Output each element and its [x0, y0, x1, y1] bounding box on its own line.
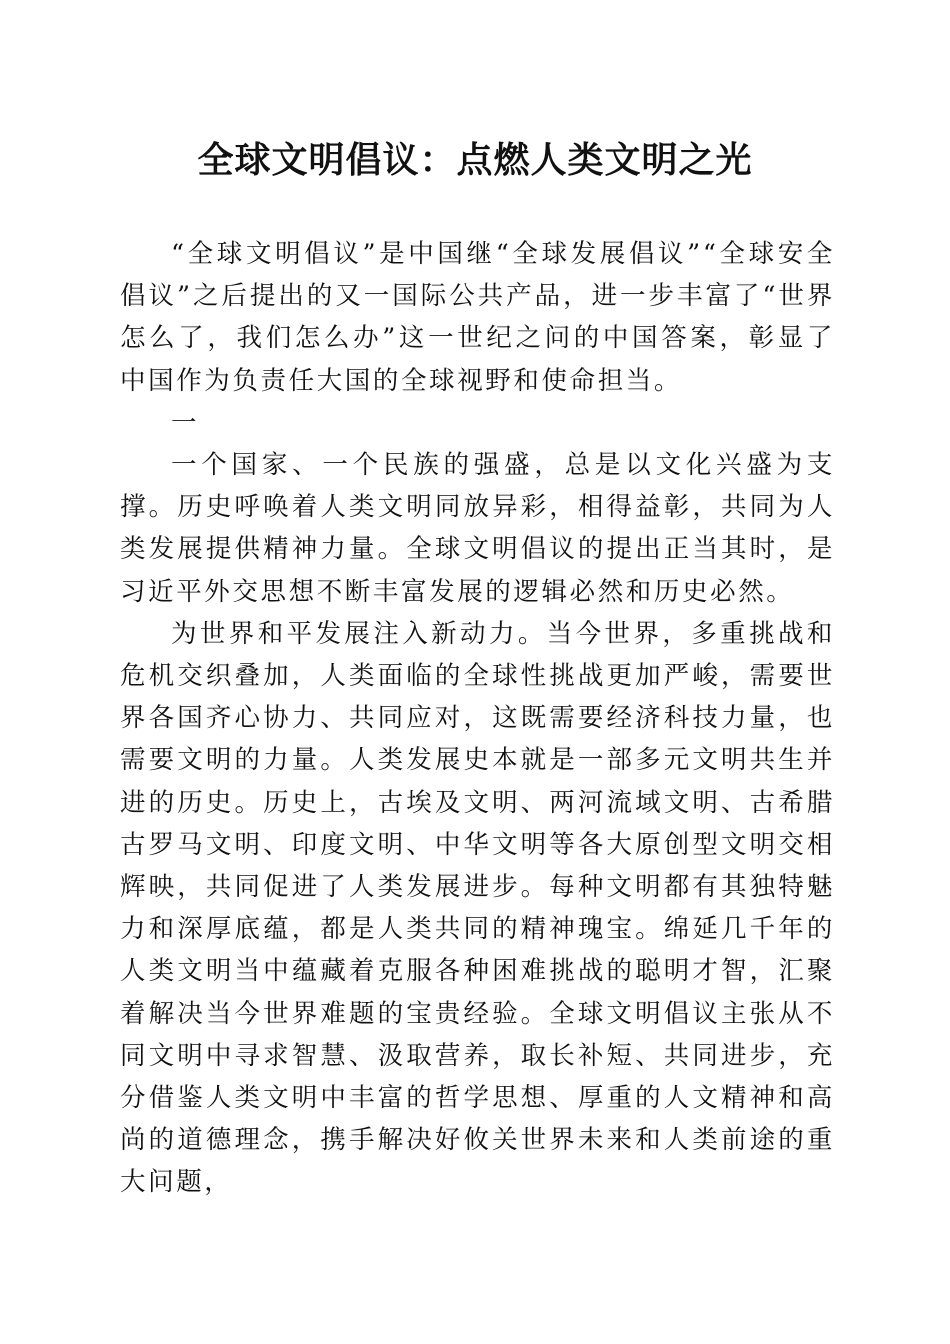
document-body	[120, 233, 835, 1204]
paragraph: 一个国家、一个民族的强盛，总是以文化兴盛为支撑。历史呼唤着人类文明同放异彩，相得益彰，共同为人类发展提供精神力量。全球文明倡议的提出正当其时，是习近平外交思想不断丰富发展的逻辑必然和历史必然。	[120, 450, 835, 607]
section-number: 一	[171, 407, 200, 438]
paragraph-intro: “全球文明倡议”是中国继“全球发展倡议”“全球安全倡议”之后提出的又一国际公共产品，进一步丰富了“世界怎么了，我们怎么办”这一世纪之问的中国答案，彰显了中国作为负责任大国的全球视野和使命担当。	[120, 239, 835, 396]
document-title: 全球文明倡议：点燃人类文明之光	[197, 139, 753, 181]
paragraph: 为世界和平发展注入新动力。当今世界，多重挑战和危机交织叠加，人类面临的全球性挑战更加严峻，需要世界各国齐心协力、共同应对，这既需要经济科技力量，也需要文明的力量。人类发展史本就是一部多元文明共生并进的历史。历史上，古埃及文明、两河流域文明、古希腊古罗马文明、印度文明、中华文明等各大原创型文明交相辉映，共同促进了人类发展进步。每种文明都有其独特魅力和深厚底蕴，都是人类共同的精神瑰宝。绵延几千年的人类文明当中蕴藏着克服各种困难挑战的聪明才智，汇聚着解决当今世界难题的宝贵经验。全球文明倡议主张从不同文明中寻求智慧、汲取营养，取长补短、共同进步，充分借鉴人类文明中丰富的哲学思想、厚重的人文精神和高尚的道德理念，携手解决好攸关世界未来和人类前途的重大问题，	[120, 618, 835, 1198]
